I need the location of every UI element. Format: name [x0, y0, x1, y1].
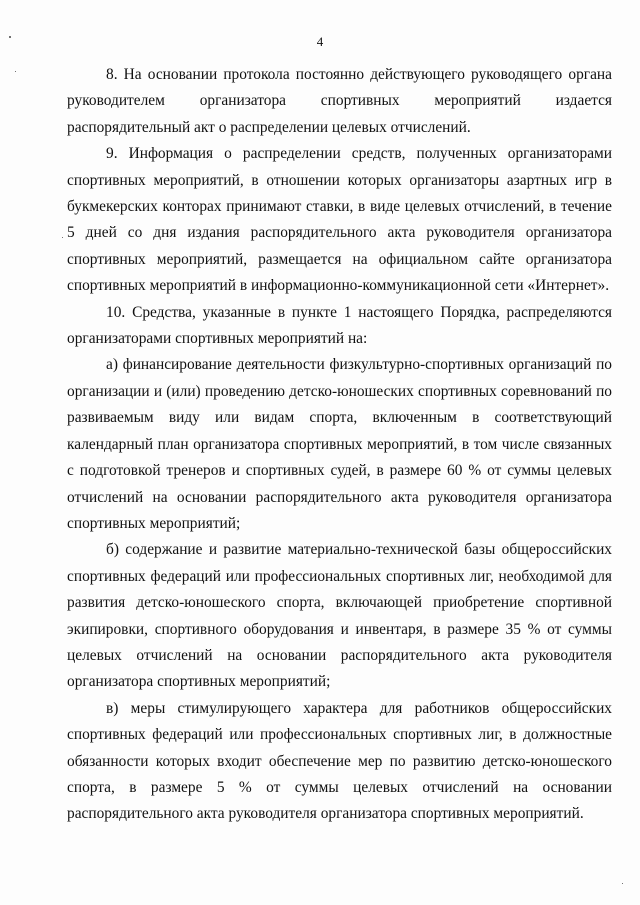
scan-speck: [9, 36, 11, 38]
subparagraph-b: б) содержание и развитие материально-технической базы общероссийских спортивных федераций или профессиональных спортивных лиг, необходимой для развития детско-юношеского спорта, включающей приобретение спортивной экипировки, спортивного оборудования и инвентаря, в размере 35 % от суммы целевых отчислений на основании распорядительного акта руководителя организатора спортивных мероприятий;: [67, 541, 612, 691]
scan-speck: [15, 71, 16, 72]
paragraph-9: 9. Информация о распределении средств, полученных организаторами спортивных мероприятий, в отношении которых организаторы азартных игр в букмекерских конторах принимают ставки, в виде целевых отчислений, в течение 5 дней со дня издания распорядительного акта руководителя организатора спортивных мероприятий, размещается на официальном сайте организатора спортивных мероприятий в информационно-коммуникационной сети «Интернет».: [67, 145, 612, 295]
paragraph-8: 8. На основании протокола постоянно действующего руководящего органа руководителем организатора спортивных мероприятий издается распорядительный акт о распределении целевых отчислений.: [67, 66, 612, 136]
paragraph-10: 10. Средства, указанные в пункте 1 настоящего Порядка, распределяются организаторами спортивных мероприятий на:: [67, 303, 612, 348]
subparagraph-a: а) финансирование деятельности физкультурно-спортивных организаций по организации и (или) проведению детско-юношеских спортивных соревнований по развиваемым виду или видам спорта, включенным в соответствующий календарный план организатора спортивных мероприятий, в том числе связанных с подготовкой тренеров и спортивных судей, в размере 60 % от суммы целевых отчислений на основании распорядительного акта руководителя организатора спортивных мероприятий;: [67, 356, 612, 532]
subparagraph-v: в) меры стимулирующего характера для работников общероссийских спортивных федераций или профессиональных спортивных лиг, в должностные обязанности которых входит обеспечение мер по развитию детско-юношеского спорта, в размере 5 % от суммы целевых отчислений на основании распорядительного акта руководителя организатора спортивных мероприятий.: [67, 699, 612, 823]
scan-speck: [622, 883, 623, 884]
page-number: 4: [316, 34, 324, 49]
scan-speck: [62, 237, 63, 238]
document-body: [67, 62, 612, 828]
